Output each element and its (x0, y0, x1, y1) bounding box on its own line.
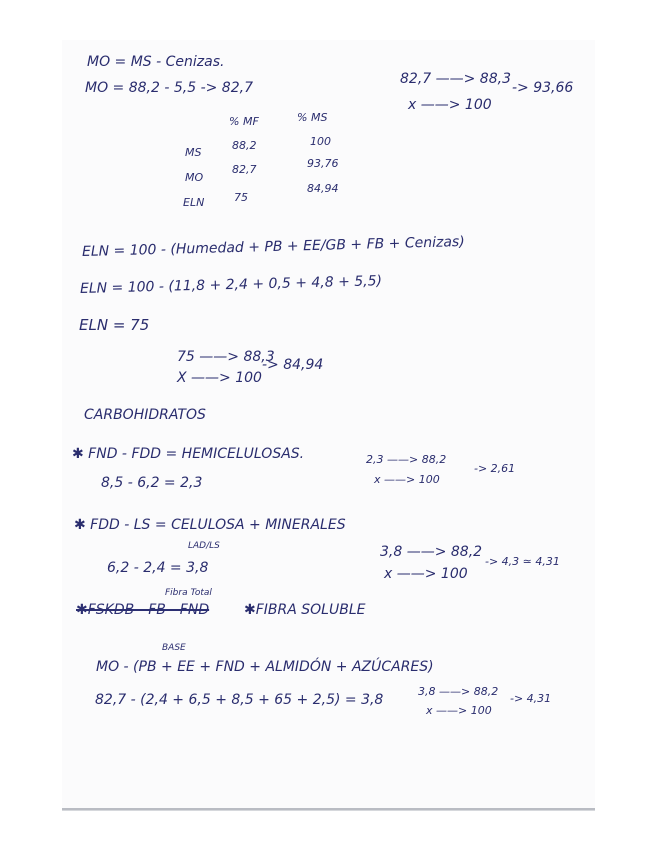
rule-of-three-1-result: -> 93,66 (512, 80, 574, 96)
fibra-total-note: Fibra Total (165, 588, 212, 598)
table-cell-ms-ms: 100 (310, 135, 331, 148)
table-row-label-ms: MS (185, 146, 202, 159)
table-header-mf: % MF (229, 115, 259, 128)
eln-calculation-line: ELN = 100 - (11,8 + 2,4 + 0,5 + 4,8 + 5,5) (79, 273, 383, 297)
table-row-label-eln: ELN (183, 196, 205, 209)
table-cell-ms-mf: 88,2 (232, 139, 257, 152)
rule-of-three-4-first-row: 3,8 ——> 88,2 (380, 544, 483, 560)
celulosa-calculation: 6,2 - 2,4 = 3,8 (107, 560, 209, 576)
rule-of-three-3-result: -> 2,61 (474, 462, 516, 475)
base-note: BASE (162, 643, 186, 653)
rule-of-three-2-result: -> 84,94 (262, 357, 324, 373)
eln-definition-line: ELN = 100 - (Humedad + PB + EE/GB + FB + Cenizas) (81, 233, 465, 260)
fibra-soluble-line: ✱FIBRA SOLUBLE (244, 602, 366, 618)
table-cell-mo-ms: 93,76 (307, 157, 339, 170)
rule-of-three-5-first-row: 3,8 ——> 88,2 (418, 685, 499, 698)
eln-result-line: ELN = 75 (79, 316, 150, 334)
rule-of-three-2-second-row: X ——> 100 (177, 370, 262, 386)
table-header-ms: % MS (297, 111, 328, 124)
table-cell-eln-mf: 75 (234, 191, 248, 204)
rule-of-three-5-second-row: x ——> 100 (426, 704, 492, 717)
mo-calculation-line: MO = 88,2 - 5,5 -> 82,7 (85, 80, 253, 96)
rule-of-three-4-second-row: x ——> 100 (384, 566, 468, 582)
table-row-label-mo: MO (185, 171, 204, 184)
carbohidratos-heading: CARBOHIDRATOS (84, 407, 206, 423)
rule-of-three-2-first-row: 75 ——> 88,3 (177, 349, 275, 365)
mo-fibra-soluble-definition: MO - (PB + EE + FND + ALMIDÓN + AZÚCARES) (96, 659, 434, 675)
rule-of-three-5-result: -> 4,31 (510, 692, 552, 705)
celulosa-minerales-line: ✱ FDD - LS = CELULOSA + MINERALES (74, 517, 346, 533)
rule-of-three-3-first-row: 2,3 ——> 88,2 (366, 453, 447, 466)
table-cell-eln-ms: 84,94 (307, 182, 339, 195)
mo-definition-line: MO = MS - Cenizas. (87, 54, 225, 70)
rule-of-three-4-result: -> 4,3 ≃ 4,31 (485, 555, 560, 568)
hemicelulosas-calculation: 8,5 - 6,2 = 2,3 (101, 475, 203, 491)
rule-of-three-1-first-row: 82,7 ——> 88,3 (400, 71, 511, 87)
hemicelulosas-line: ✱ FND - FDD = HEMICELULOSAS. (72, 446, 305, 462)
celulosa-side-note: LAD/LS (188, 541, 220, 551)
table-cell-mo-mf: 82,7 (232, 163, 257, 176)
rule-of-three-1-second-row: x ——> 100 (408, 97, 492, 113)
struck-out-formula: ✱FSKDB - FB - FND (76, 602, 210, 618)
mo-fibra-soluble-calculation: 82,7 - (2,4 + 6,5 + 8,5 + 65 + 2,5) = 3,8 (95, 692, 384, 708)
rule-of-three-3-second-row: x ——> 100 (374, 473, 440, 486)
